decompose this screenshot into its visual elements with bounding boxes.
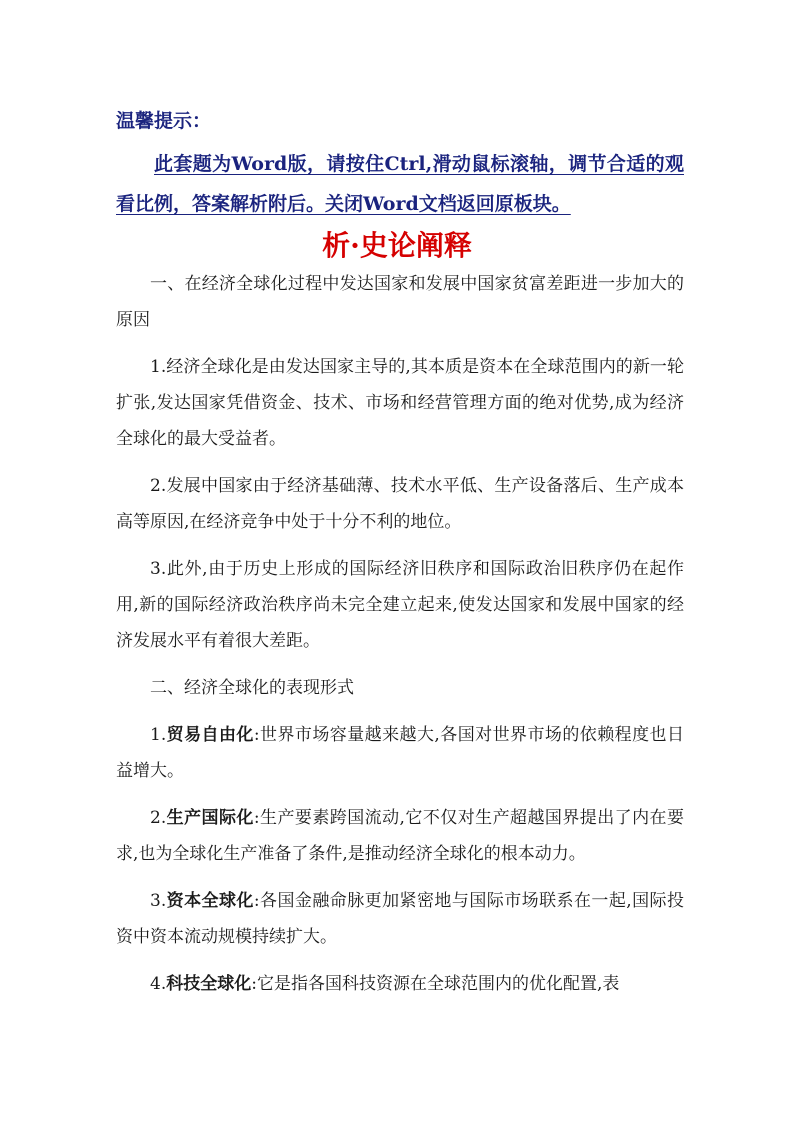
paragraph-text: :它是指各国科技资源在全球范围内的优化配置,表 <box>251 974 620 994</box>
section-heading: 析·史论阐释 <box>322 229 472 262</box>
item-lead: 贸易自由化 <box>166 725 254 745</box>
paragraph <box>116 883 684 955</box>
tip-body <box>116 144 684 224</box>
paragraph <box>116 717 684 789</box>
item-lead: 科技全球化 <box>166 974 252 994</box>
paragraph <box>116 349 684 457</box>
paragraph-text: 一、在经济全球化过程中发达国家和发展中国家贫富差距进一步加大的原因 <box>116 274 684 330</box>
tip-body-text: 此套题为Word版，请按住Ctrl,滑动鼠标滚轴，调节合适的观看比例，答案解析附后。关闭Word文档返回原板块。 <box>116 153 684 215</box>
paragraph <box>116 966 684 1002</box>
paragraph <box>116 266 684 338</box>
paragraph <box>116 551 684 659</box>
item-number: 1. <box>150 725 167 745</box>
paragraph <box>116 800 684 872</box>
paragraph-text: :各国金融命脉更加紧密地与国际市场联系在一起,国际投资中资本流动规模持续扩大。 <box>116 891 684 947</box>
paragraph-text: 3.此外,由于历史上形成的国际经济旧秩序和国际政治旧秩序仍在起作用,新的国际经济政治秩序尚未完全建立起来,使发达国家和发展中国家的经济发展水平有着很大差距。 <box>116 559 684 651</box>
content-body <box>116 266 684 1013</box>
item-number: 2. <box>150 808 167 828</box>
paragraph-text: 二、经济全球化的表现形式 <box>150 678 354 698</box>
item-lead: 生产国际化 <box>166 808 254 828</box>
paragraph-text: 1.经济全球化是由发达国家主导的,其本质是资本在全球范围内的新一轮扩张,发达国家凭借资金、技术、市场和经营管理方面的绝对优势,成为经济全球化的最大受益者。 <box>116 357 684 449</box>
item-number: 4. <box>150 974 167 994</box>
item-number: 3. <box>150 891 167 911</box>
item-lead: 资本全球化 <box>166 891 254 911</box>
paragraph-text: :生产要素跨国流动,它不仅对生产超越国界提出了内在要求,也为全球化生产准备了条件,是推动经济全球化的根本动力。 <box>116 808 684 864</box>
tip-title: 温馨提示： <box>116 110 212 132</box>
paragraph <box>116 468 684 540</box>
paragraph-text: :世界市场容量越来越大,各国对世界市场的依赖程度也日益增大。 <box>116 725 684 781</box>
paragraph-text: 2.发展中国家由于经济基础薄、技术水平低、生产设备落后、生产成本高等原因,在经济竞争中处于十分不利的地位。 <box>116 476 684 532</box>
paragraph <box>116 670 684 706</box>
